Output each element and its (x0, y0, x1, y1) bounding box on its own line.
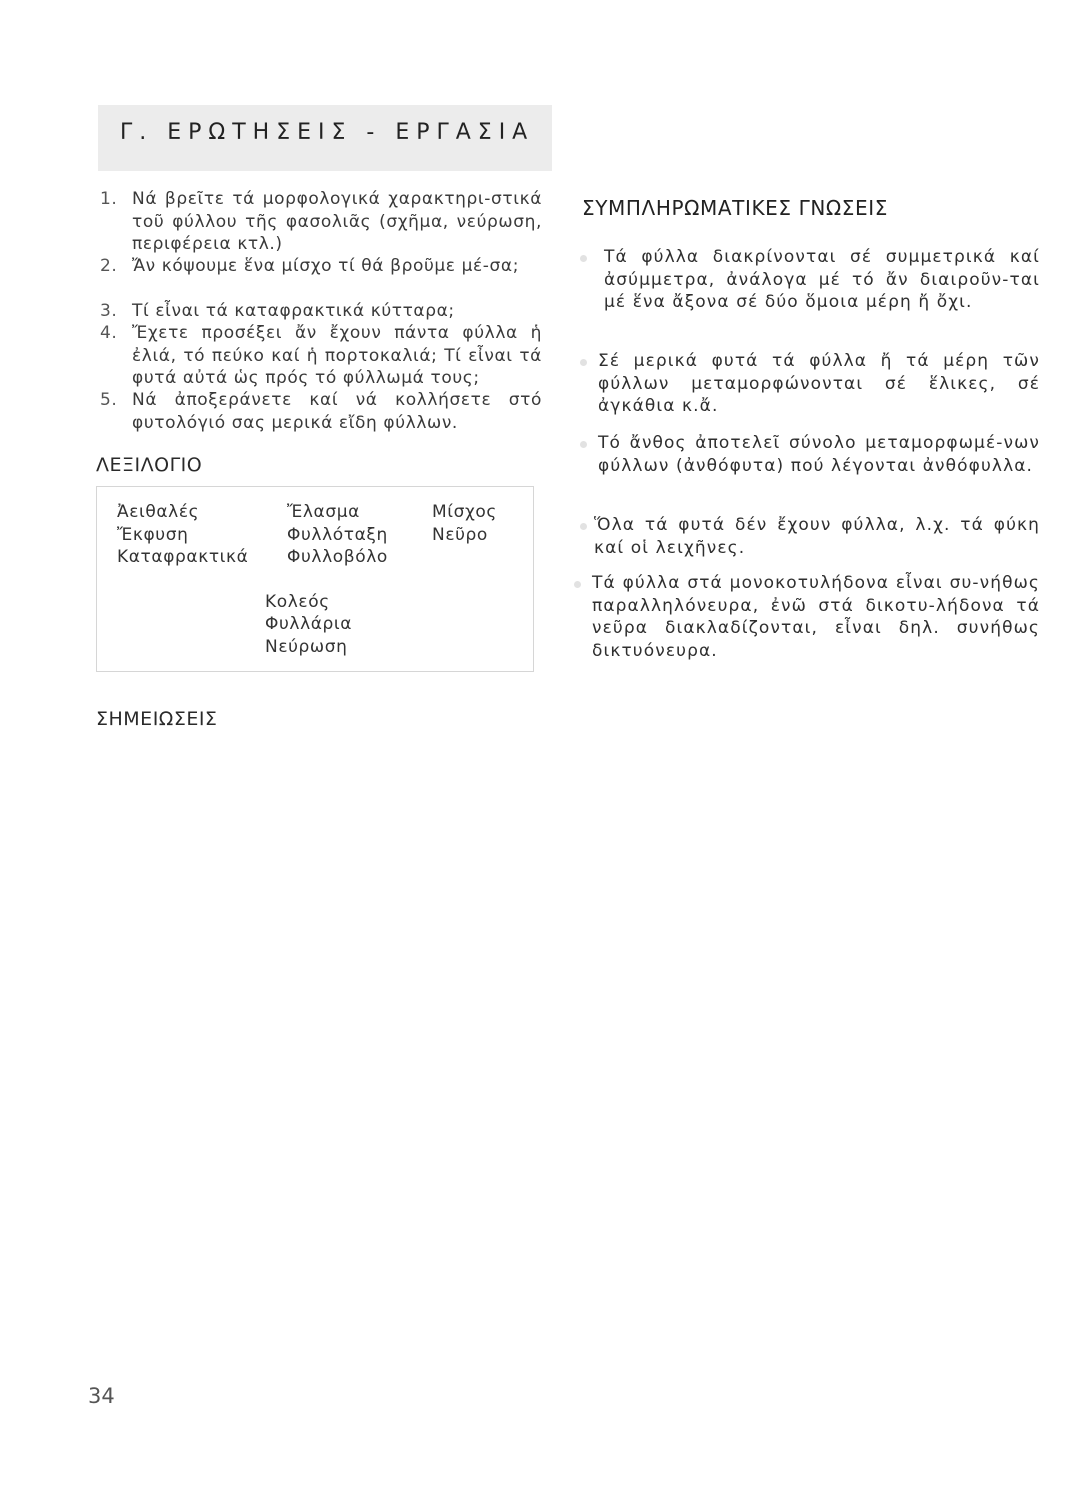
lexicon-word: Νεύρωση (265, 637, 348, 657)
supplementary-text: Τό ἄνθος ἀποτελεῖ σύνολο μεταμορφωμέ-νων φύλλων (ἀνθόφυτα) πού λέγονται ἀνθόφυλλα. (598, 433, 1040, 476)
lexicon-box (96, 486, 534, 672)
section-header (98, 105, 552, 171)
lexicon-word: Κολεός (265, 592, 330, 612)
question-text: Ἔχετε προσέξει ἄν ἔχουν πάντα φύλλα ἡ ἐλιά, τό πεύκο καί ἡ πορτοκαλιά; Τί εἶναι τά φυτά αὐτά ὡς πρός τό φύλλωμά τους; (132, 323, 542, 388)
question-text: Νά βρεῖτε τά μορφολογικά χαρακτηρι-στικά τοῦ φύλλου τῆς φασολιᾶς (σχῆμα, νεύρωση, περιφέρεια κτλ.) (132, 189, 542, 254)
question-number: 5. (100, 390, 118, 410)
bullet-icon (580, 255, 587, 262)
supplementary-text: Σέ μερικά φυτά τά φύλλα ἤ τά μέρη τῶν φύλλων μεταμορφώνονται σέ ἕλικες, σέ ἀγκάθια κ.ἄ. (598, 351, 1040, 416)
supplementary-item (604, 246, 1040, 314)
supplementary-item (594, 514, 1040, 559)
lexicon-title: ΛΕΞΙΛΟΓΙΟ (96, 454, 203, 476)
question-item (98, 322, 542, 389)
lexicon-word: Νεῦρο (432, 525, 488, 545)
lexicon-word: Φυλλόταξη (287, 525, 388, 545)
lexicon-word: Καταφρακτικά (117, 547, 249, 567)
question-item (98, 188, 542, 255)
question-text: Νά ἀποξεράνετε καί νά κολλήσετε στό φυτολόγιό σας μερικά εἴδη φύλλων. (132, 390, 542, 433)
page-number: 34 (88, 1384, 115, 1408)
lexicon-word: Φυλλάρια (265, 614, 353, 634)
supplementary-item (592, 572, 1040, 662)
supplementary-title: ΣΥΜΠΛΗΡΩΜΑΤΙΚΕΣ ΓΝΩΣΕΙΣ (582, 196, 889, 220)
section-title: Γ. ΕΡΩΤΗΣΕΙΣ - ΕΡΓΑΣΙΑ (120, 120, 535, 145)
bullet-icon (574, 581, 581, 588)
bullet-icon (580, 359, 587, 366)
question-number: 1. (100, 189, 118, 209)
supplementary-text: Τά φύλλα διακρίνονται σέ συμμετρικά καί ἀσύμμετρα, ἀνάλογα μέ τό ἄν διαιροῦν-ται μέ ἕνα ἄξονα σέ δύο ὅμοια μέρη ἤ ὄχι. (604, 247, 1040, 312)
question-number: 3. (100, 301, 118, 321)
supplementary-item (598, 350, 1040, 418)
bullet-icon (580, 441, 587, 448)
question-item (98, 255, 542, 300)
question-text: Τί εἶναι τά καταφρακτικά κύτταρα; (132, 301, 455, 321)
lexicon-word: Ἀειθαλές (117, 502, 200, 522)
lexicon-word: Φυλλοβόλο (287, 547, 388, 567)
supplementary-text: Τά φύλλα στά μονοκοτυλήδονα εἶναι συ-νήθως παραλληλόνευρα, ἐνῶ στά δικοτυ-λήδονα τά νεῦρα διακλαδίζονται, εἶναι δηλ. συνήθως δικτυόνευρα. (592, 573, 1040, 661)
question-item (98, 300, 542, 322)
question-number: 2. (100, 256, 118, 276)
supplementary-text: Ὅλα τά φυτά δέν ἔχουν φύλλα, λ.χ. τά φύκη καί οἱ λειχῆνες. (594, 515, 1040, 558)
lexicon-word: Μίσχος (432, 502, 497, 522)
lexicon-word: Ἔλασμα (287, 502, 360, 522)
supplementary-item (598, 432, 1040, 477)
question-text: Ἄν κόψουμε ἕνα μίσχο τί θά βροῦμε μέ-σα; (132, 256, 520, 276)
questions-list (98, 188, 542, 434)
notes-title: ΣΗΜΕΙΩΣΕΙΣ (96, 708, 218, 730)
question-item (98, 389, 542, 434)
question-number: 4. (100, 323, 118, 343)
bullet-icon (580, 523, 587, 530)
lexicon-word: Ἔκφυση (117, 525, 189, 545)
